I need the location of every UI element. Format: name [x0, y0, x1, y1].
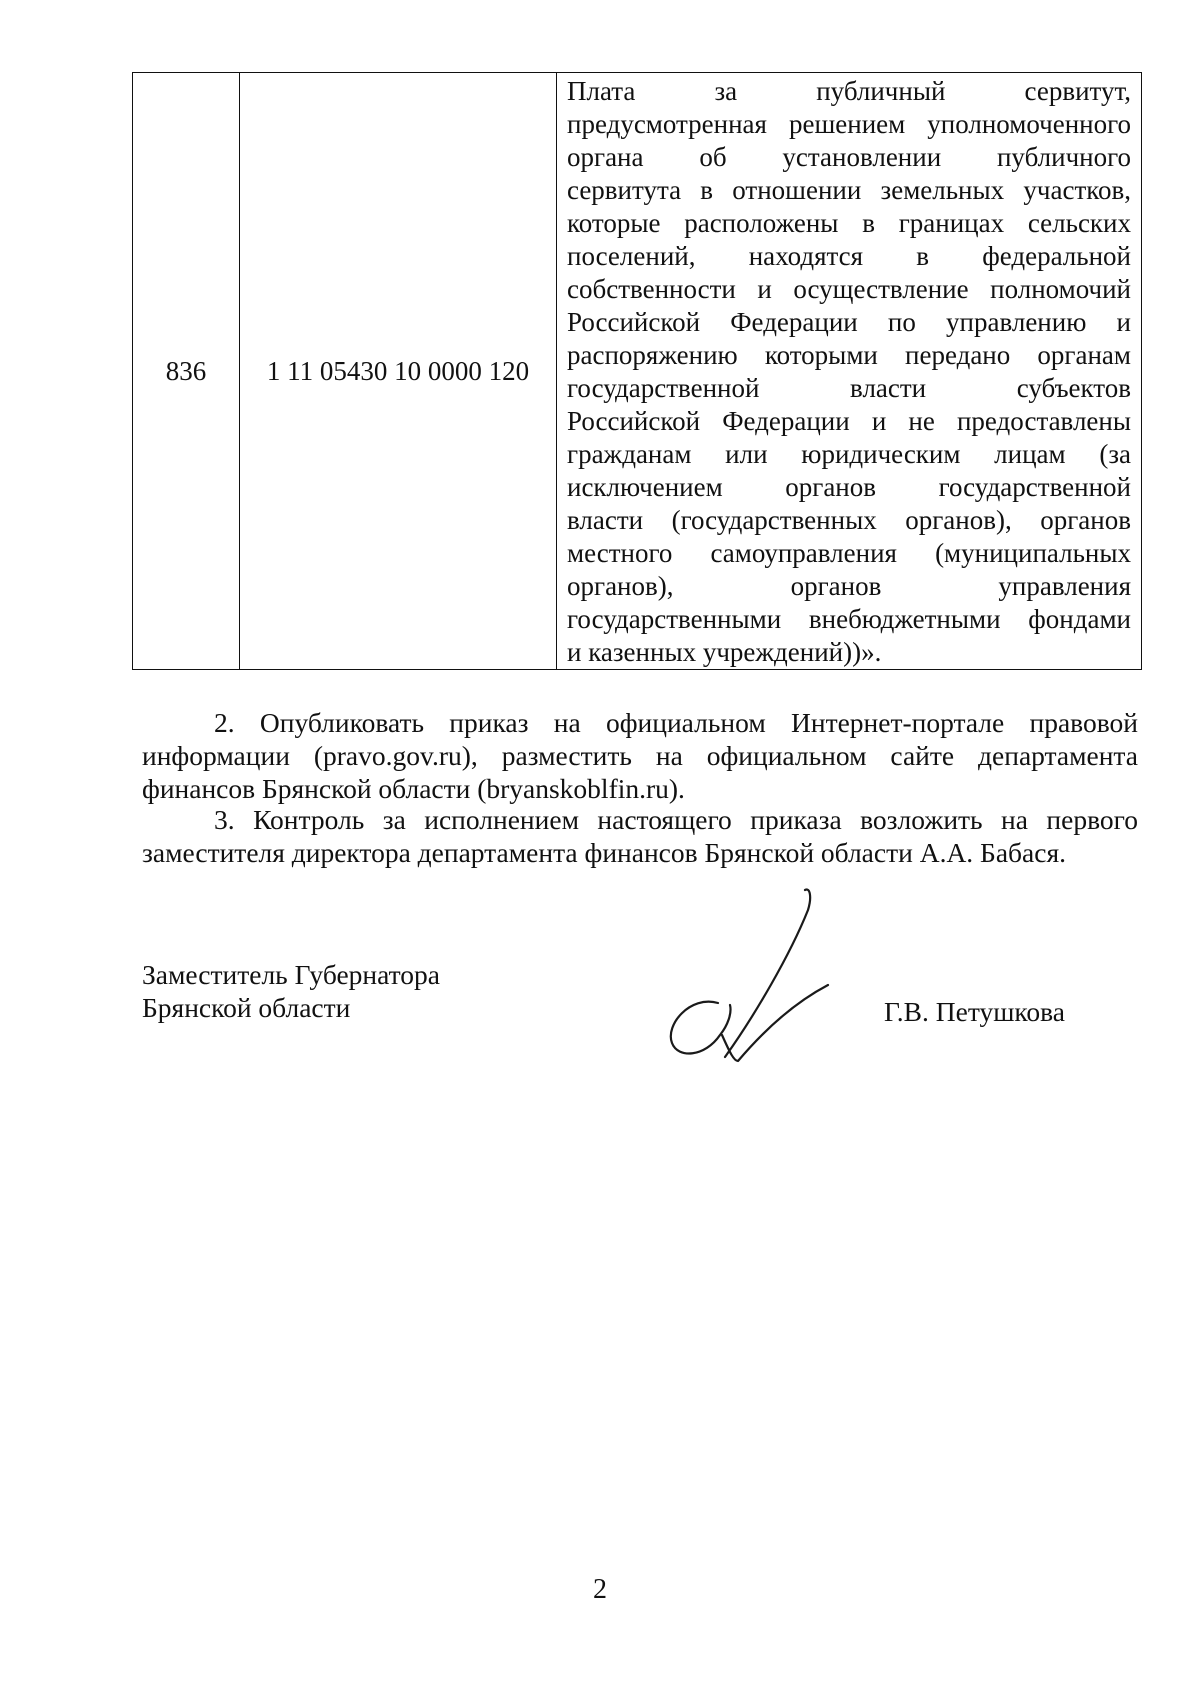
- page-number: 2: [593, 1574, 607, 1605]
- paragraph-line: информации (pravo.gov.ru), разместить на официальном сайте департамента: [142, 740, 1138, 771]
- description-line: Российской Федерации и не предоставлены: [567, 406, 1131, 436]
- table-row: [133, 73, 1142, 670]
- signatory-title-line: Брянской области: [142, 992, 351, 1023]
- description-line: собственности и осуществление полномочий: [567, 274, 1131, 304]
- signatory-title-line: Заместитель Губернатора: [142, 959, 440, 990]
- paragraph-line: 2. Опубликовать приказ на официальном Интернет-портале правовой: [214, 707, 1138, 738]
- paragraph-line: 3. Контроль за исполнением настоящего приказа возложить на первого: [214, 804, 1138, 835]
- description-line: и казенных учреждений))».: [567, 637, 882, 667]
- revenue-codes-table: [132, 72, 1142, 670]
- description-line: предусмотренная решением уполномоченного: [567, 109, 1131, 139]
- paragraph-line: заместителя директора департамента финансов Брянской области А.А. Бабася.: [142, 837, 1066, 868]
- description-line: местного самоуправления (муниципальных: [567, 538, 1131, 568]
- description-line: государственной власти субъектов: [567, 373, 1131, 403]
- description-line: Плата за публичный сервитут,: [567, 76, 1131, 106]
- description-line: Российской Федерации по управлению и: [567, 307, 1131, 337]
- kbk-code-cell: 1 11 05430 10 0000 120: [240, 73, 557, 670]
- description-line: исключением органов государственной: [567, 472, 1131, 502]
- admin-code-cell: 836: [133, 73, 240, 670]
- description-cell: [557, 73, 1142, 670]
- signatory-name: Г.В. Петушкова: [884, 996, 1065, 1027]
- description-line: власти (государственных органов), органов: [567, 505, 1131, 535]
- description-line: гражданам или юридическим лицам (за: [567, 439, 1131, 469]
- description-line: распоряжению которыми передано органам: [567, 340, 1131, 370]
- paragraph-line: финансов Брянской области (bryanskoblfin.ru).: [142, 773, 685, 804]
- description-line: государственными внебюджетными фондами: [567, 604, 1131, 634]
- paragraph-publish: [142, 706, 1138, 805]
- description-line: поселений, находятся в федеральной: [567, 241, 1131, 271]
- signatory-title: [142, 958, 440, 1024]
- handwritten-signature: [660, 885, 830, 1065]
- description-line: сервитута в отношении земельных участков,: [567, 175, 1131, 205]
- description-line: которые расположены в границах сельских: [567, 208, 1131, 238]
- paragraph-control: [142, 803, 1138, 869]
- description-line: органов), органов управления: [567, 571, 1131, 601]
- description-line: органа об установлении публичного: [567, 142, 1131, 172]
